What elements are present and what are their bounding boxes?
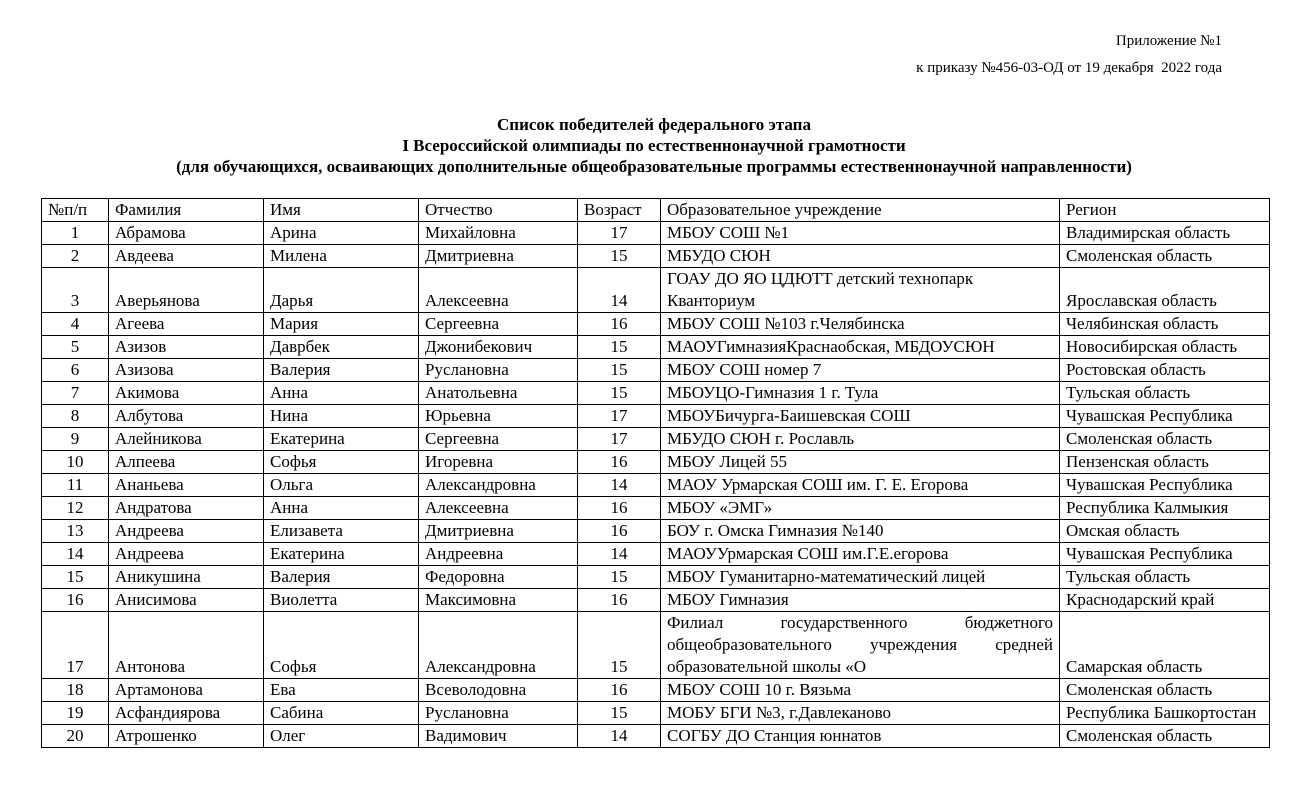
cell-patronymic: Дмитриевна: [419, 245, 578, 268]
table-row: [42, 245, 1270, 268]
table-header-row: [42, 199, 1270, 222]
cell-patronymic: Андреевна: [419, 543, 578, 566]
cell-age: 15: [578, 245, 661, 268]
cell-name: Виолетта: [264, 589, 419, 612]
cell-surname: Андреева: [109, 520, 264, 543]
cell-region: Республика Калмыкия: [1060, 497, 1270, 520]
cell-age: 15: [578, 612, 661, 679]
table-row: [42, 725, 1270, 748]
cell-age: 15: [578, 382, 661, 405]
cell-name: Олег: [264, 725, 419, 748]
cell-surname: Андреева: [109, 543, 264, 566]
cell-age: 16: [578, 497, 661, 520]
cell-name: Валерия: [264, 359, 419, 382]
column-header-num: №п/п: [42, 199, 109, 222]
cell-name: Арина: [264, 222, 419, 245]
cell-name: Ольга: [264, 474, 419, 497]
cell-surname: Азизов: [109, 336, 264, 359]
cell-region: Смоленская область: [1060, 428, 1270, 451]
cell-region: Челябинская область: [1060, 313, 1270, 336]
cell-name: Мария: [264, 313, 419, 336]
cell-num: 10: [42, 451, 109, 474]
cell-surname: Асфандиярова: [109, 702, 264, 725]
cell-num: 6: [42, 359, 109, 382]
cell-num: 3: [42, 268, 109, 313]
table-body: [42, 222, 1270, 748]
cell-age: 14: [578, 474, 661, 497]
cell-patronymic: Александровна: [419, 612, 578, 679]
cell-patronymic: Руслановна: [419, 702, 578, 725]
cell-org: МАОУ Урмарская СОШ им. Г. Е. Егорова: [661, 474, 1060, 497]
cell-org: МБОУ Лицей 55: [661, 451, 1060, 474]
cell-org: МБОУ СОШ 10 г. Вязьма: [661, 679, 1060, 702]
table-row: [42, 520, 1270, 543]
cell-age: 16: [578, 679, 661, 702]
cell-region: Тульская область: [1060, 382, 1270, 405]
cell-age: 16: [578, 313, 661, 336]
cell-org: МБОУБичурга-Баишевская СОШ: [661, 405, 1060, 428]
cell-num: 18: [42, 679, 109, 702]
cell-patronymic: Игоревна: [419, 451, 578, 474]
cell-org: МБОУ СОШ номер 7: [661, 359, 1060, 382]
cell-surname: Андратова: [109, 497, 264, 520]
cell-name: Екатерина: [264, 428, 419, 451]
cell-patronymic: Всеволодовна: [419, 679, 578, 702]
table-row: [42, 268, 1270, 313]
column-header-patronymic: Отчество: [419, 199, 578, 222]
title-line-2: I Всероссийской олимпиады по естественнонаучной грамотности: [402, 136, 906, 155]
column-header-surname: Фамилия: [109, 199, 264, 222]
cell-patronymic: Джонибекович: [419, 336, 578, 359]
table-row: [42, 702, 1270, 725]
cell-patronymic: Федоровна: [419, 566, 578, 589]
cell-region: Пензенская область: [1060, 451, 1270, 474]
cell-surname: Анисимова: [109, 589, 264, 612]
cell-org: МБОУ Гимназия: [661, 589, 1060, 612]
cell-name: Елизавета: [264, 520, 419, 543]
cell-surname: Азизова: [109, 359, 264, 382]
cell-surname: Акимова: [109, 382, 264, 405]
cell-region: Ярославская область: [1060, 268, 1270, 313]
cell-surname: Аверьянова: [109, 268, 264, 313]
cell-name: Софья: [264, 612, 419, 679]
cell-num: 5: [42, 336, 109, 359]
cell-region: Омская область: [1060, 520, 1270, 543]
cell-patronymic: Сергеевна: [419, 428, 578, 451]
cell-age: 16: [578, 520, 661, 543]
cell-surname: Алпеева: [109, 451, 264, 474]
cell-surname: Авдеева: [109, 245, 264, 268]
cell-num: 17: [42, 612, 109, 679]
cell-region: Республика Башкортостан: [1060, 702, 1270, 725]
cell-name: Милена: [264, 245, 419, 268]
cell-name: Валерия: [264, 566, 419, 589]
cell-patronymic: Сергеевна: [419, 313, 578, 336]
table-row: [42, 474, 1270, 497]
cell-age: 17: [578, 428, 661, 451]
cell-org: ГОАУ ДО ЯО ЦДЮТТ детский технопарк Кванториум: [661, 268, 1060, 313]
cell-name: Анна: [264, 497, 419, 520]
cell-age: 15: [578, 702, 661, 725]
cell-patronymic: Юрьевна: [419, 405, 578, 428]
cell-patronymic: Максимовна: [419, 589, 578, 612]
table-row: [42, 612, 1270, 679]
cell-region: Владимирская область: [1060, 222, 1270, 245]
cell-patronymic: Вадимович: [419, 725, 578, 748]
cell-org: СОГБУ ДО Станция юннатов: [661, 725, 1060, 748]
table-row: [42, 543, 1270, 566]
cell-num: 2: [42, 245, 109, 268]
cell-org: МАОУГимназияКраснаобская, МБДОУСЮН: [661, 336, 1060, 359]
cell-region: Смоленская область: [1060, 245, 1270, 268]
cell-age: 16: [578, 589, 661, 612]
cell-org: МБУДО СЮН: [661, 245, 1060, 268]
cell-region: Тульская область: [1060, 566, 1270, 589]
cell-patronymic: Алексеевна: [419, 497, 578, 520]
title-line-1: Список победителей федерального этапа: [497, 115, 811, 134]
cell-age: 14: [578, 725, 661, 748]
cell-org: МБОУ СОШ №103 г.Челябинска: [661, 313, 1060, 336]
table-row: [42, 405, 1270, 428]
cell-num: 9: [42, 428, 109, 451]
cell-age: 17: [578, 222, 661, 245]
cell-name: Ева: [264, 679, 419, 702]
cell-num: 15: [42, 566, 109, 589]
cell-org: МОБУ БГИ №3, г.Давлеканово: [661, 702, 1060, 725]
cell-num: 4: [42, 313, 109, 336]
cell-org: МБОУ «ЭМГ»: [661, 497, 1060, 520]
cell-num: 1: [42, 222, 109, 245]
cell-num: 14: [42, 543, 109, 566]
cell-num: 13: [42, 520, 109, 543]
cell-patronymic: Александровна: [419, 474, 578, 497]
cell-name: Нина: [264, 405, 419, 428]
cell-surname: Ананьева: [109, 474, 264, 497]
cell-name: Софья: [264, 451, 419, 474]
cell-org: Филиал государственного бюджетного общеобразовательного учреждения средней образовательной школы «О: [661, 612, 1060, 679]
cell-region: Краснодарский край: [1060, 589, 1270, 612]
winners-table: [41, 198, 1270, 748]
cell-region: Смоленская область: [1060, 725, 1270, 748]
table-row: [42, 313, 1270, 336]
order-reference: к приказу №456-03-ОД от 19 декабря 2022 года: [916, 60, 1222, 76]
cell-age: 15: [578, 359, 661, 382]
cell-num: 8: [42, 405, 109, 428]
cell-age: 15: [578, 566, 661, 589]
cell-org: МБОУ Гуманитарно-математический лицей: [661, 566, 1060, 589]
table-row: [42, 589, 1270, 612]
cell-name: Анна: [264, 382, 419, 405]
column-header-org: Образовательное учреждение: [661, 199, 1060, 222]
table-row: [42, 222, 1270, 245]
cell-region: Чувашская Республика: [1060, 543, 1270, 566]
cell-num: 19: [42, 702, 109, 725]
title-line-3: (для обучающихся, осваивающих дополнительные общеобразовательные программы естественнонаучной направленности): [176, 157, 1132, 176]
table-row: [42, 428, 1270, 451]
cell-age: 15: [578, 336, 661, 359]
cell-surname: Артамонова: [109, 679, 264, 702]
cell-num: 12: [42, 497, 109, 520]
table-row: [42, 382, 1270, 405]
cell-num: 16: [42, 589, 109, 612]
cell-org: МБУДО СЮН г. Рославль: [661, 428, 1060, 451]
table-row: [42, 497, 1270, 520]
cell-age: 14: [578, 543, 661, 566]
column-header-name: Имя: [264, 199, 419, 222]
cell-num: 20: [42, 725, 109, 748]
cell-num: 11: [42, 474, 109, 497]
cell-surname: Агеева: [109, 313, 264, 336]
cell-surname: Атрошенко: [109, 725, 264, 748]
cell-num: 7: [42, 382, 109, 405]
cell-name: Сабина: [264, 702, 419, 725]
cell-region: Смоленская область: [1060, 679, 1270, 702]
table-row: [42, 336, 1270, 359]
table-row: [42, 451, 1270, 474]
cell-age: 16: [578, 451, 661, 474]
cell-patronymic: Михайловна: [419, 222, 578, 245]
cell-org: МАОУУрмарская СОШ им.Г.Е.егорова: [661, 543, 1060, 566]
table-row: [42, 566, 1270, 589]
table-row: [42, 679, 1270, 702]
cell-surname: Албутова: [109, 405, 264, 428]
cell-patronymic: Анатольевна: [419, 382, 578, 405]
cell-org: МБОУ СОШ №1: [661, 222, 1060, 245]
cell-name: Екатерина: [264, 543, 419, 566]
cell-region: Чувашская Республика: [1060, 405, 1270, 428]
cell-region: Самарская область: [1060, 612, 1270, 679]
cell-org: БОУ г. Омска Гимназия №140: [661, 520, 1060, 543]
cell-name: Даврбек: [264, 336, 419, 359]
column-header-region: Регион: [1060, 199, 1270, 222]
table-row: [42, 359, 1270, 382]
cell-region: Новосибирская область: [1060, 336, 1270, 359]
cell-age: 17: [578, 405, 661, 428]
cell-surname: Аникушина: [109, 566, 264, 589]
column-header-age: Возраст: [578, 199, 661, 222]
document-title: [0, 114, 1308, 177]
cell-org: МБОУЦО-Гимназия 1 г. Тула: [661, 382, 1060, 405]
cell-name: Дарья: [264, 268, 419, 313]
cell-age: 14: [578, 268, 661, 313]
cell-patronymic: Руслановна: [419, 359, 578, 382]
cell-surname: Антонова: [109, 612, 264, 679]
cell-patronymic: Алексеевна: [419, 268, 578, 313]
appendix-label: Приложение №1: [1115, 33, 1222, 49]
cell-patronymic: Дмитриевна: [419, 520, 578, 543]
cell-region: Ростовская область: [1060, 359, 1270, 382]
cell-surname: Алейникова: [109, 428, 264, 451]
cell-surname: Абрамова: [109, 222, 264, 245]
cell-region: Чувашская Республика: [1060, 474, 1270, 497]
